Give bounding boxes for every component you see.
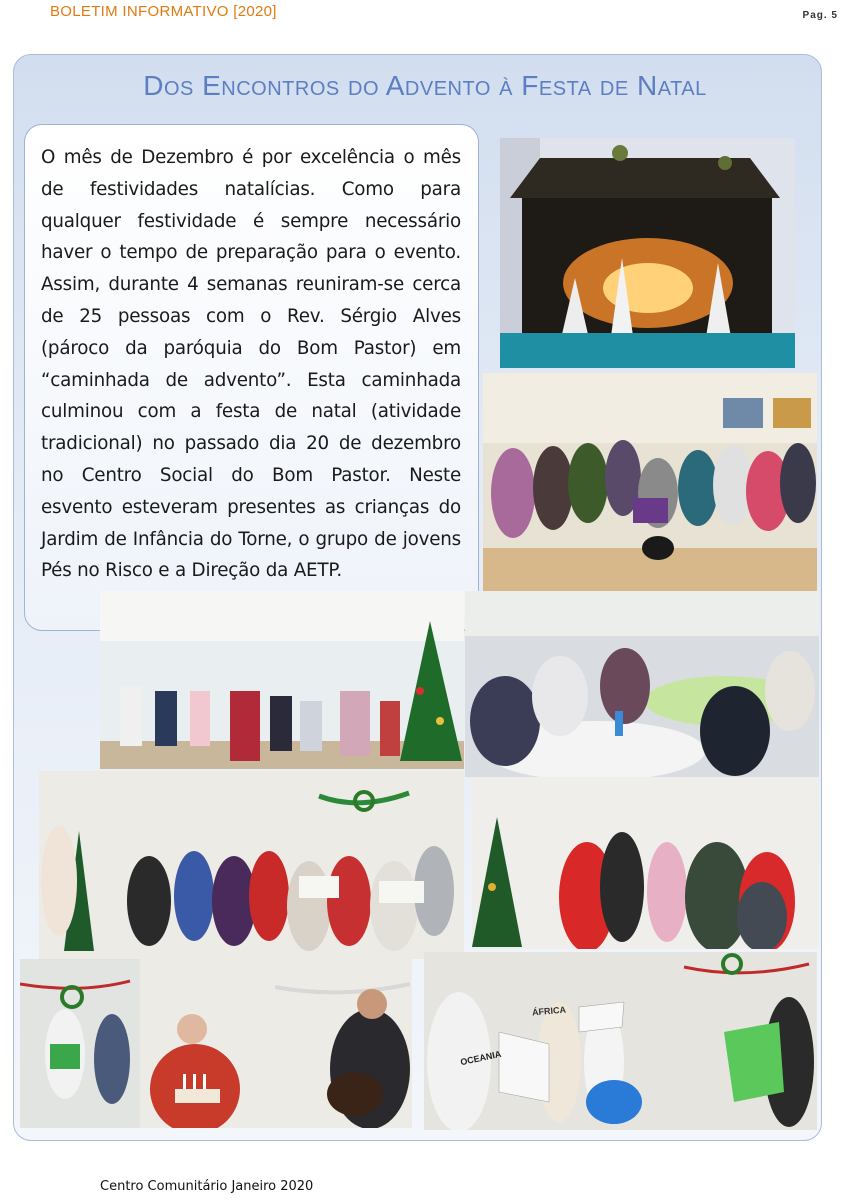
photo-advent-group (483, 373, 817, 591)
photo-nativity-play (424, 952, 817, 1130)
photo-youth-group (472, 777, 819, 949)
page-number: Pag. 5 (802, 10, 838, 21)
photo-guitar-and-candles (20, 959, 412, 1128)
photo-christmas-lunch (465, 591, 819, 777)
photo-nativity-scene (500, 138, 795, 368)
photo-choir-singing (39, 771, 464, 959)
article-body: O mês de Dezembro é por excelência o mês de festividades natalícias. Como para qualquer festividade é sempre necessário haver o tempo de preparação para o evento. Assim, durante 4 semanas reuniram-se cerca de 25 pessoas com o Rev. Sérgio Alves (pároco da paróquia do Bom Pastor) em “caminhada de advento”. Esta caminhada culminou com a festa de natal (atividade tradicional) no passado dia 20 de dezembro no Centro Social do Bom Pastor. Neste esvento esteveram presentes as crianças do Jardim de Infância do Torne, o grupo de jovens Pés no Risco e a Direção da AETP. (41, 147, 461, 582)
article-title: Dos Encontros do Advento à Festa de Natal (143, 70, 707, 101)
footer-text: Centro Comunitário Janeiro 2020 (100, 1179, 314, 1194)
sign-africa: ÁFRICA (531, 1004, 567, 1018)
newsletter-title: BOLETIM INFORMATIVO [2020] (50, 3, 277, 20)
sign-oceania: OCEANIA (459, 1048, 503, 1068)
photo-children-party (100, 591, 464, 769)
